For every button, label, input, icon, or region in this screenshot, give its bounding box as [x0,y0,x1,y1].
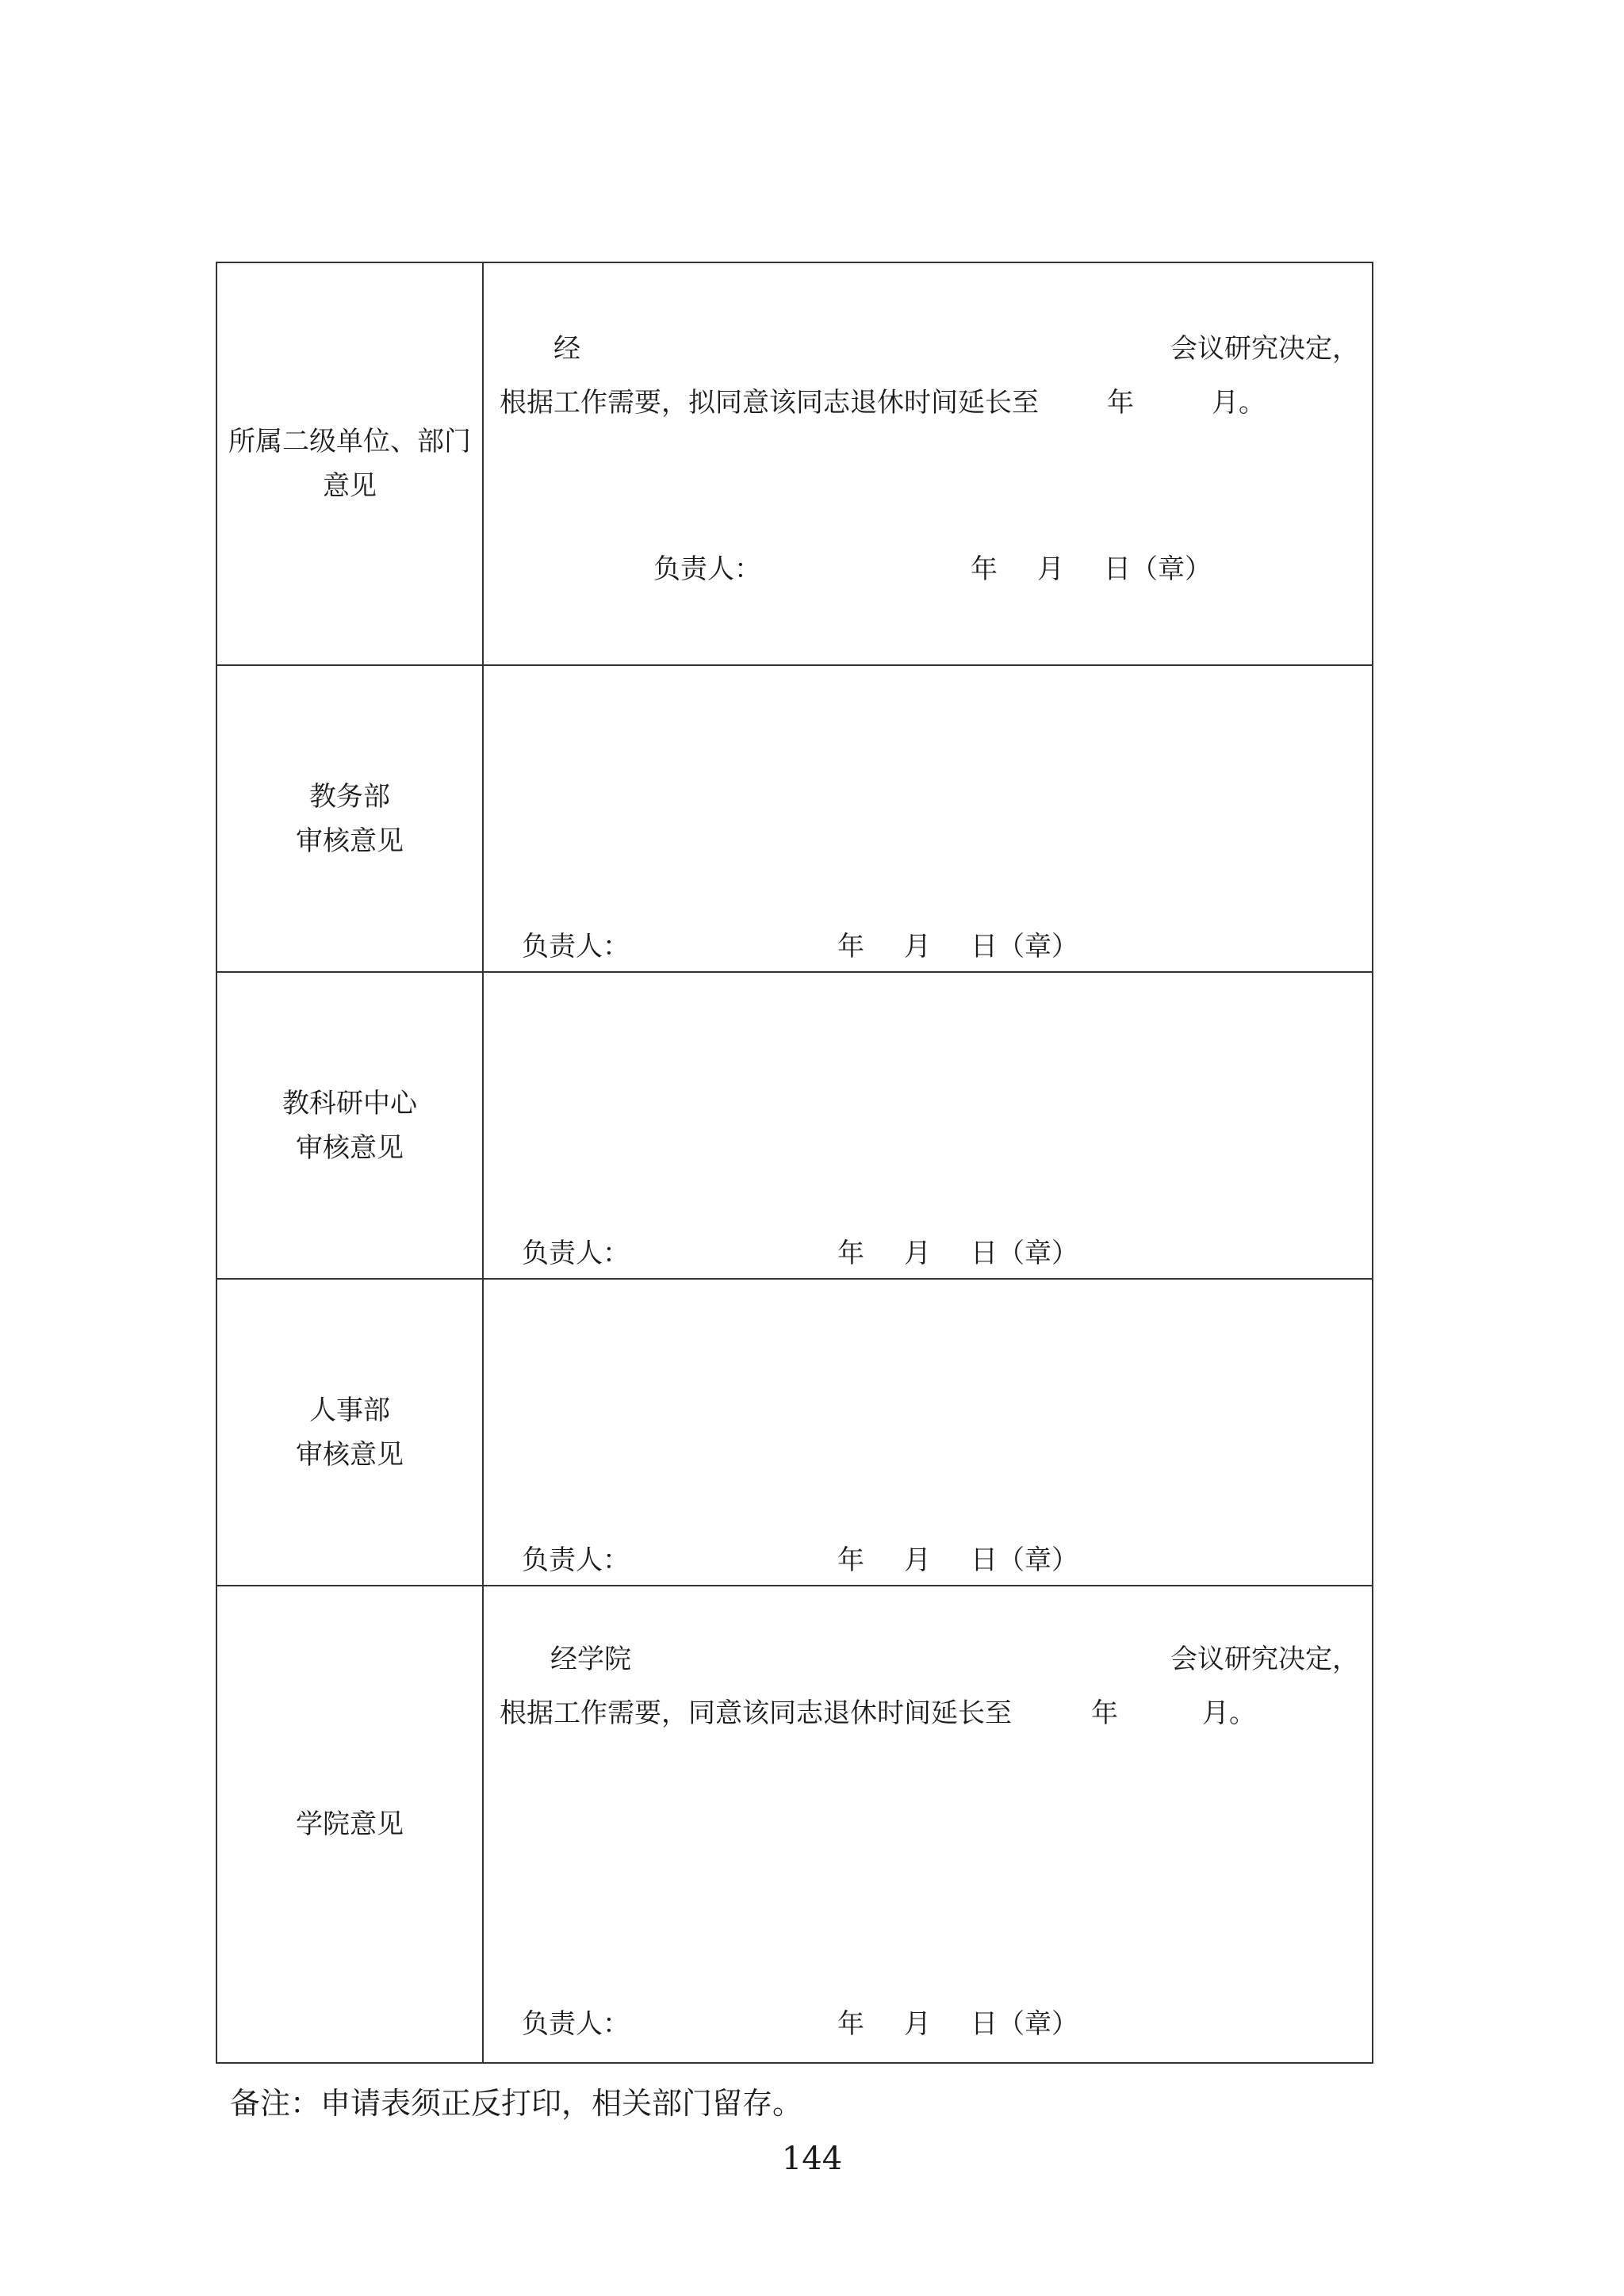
signature-year-label: 年 [837,1238,864,1269]
signature-day-seal-label: 日（章） [971,931,1078,962]
signature-month-label: 月 [904,1544,931,1576]
row-label [217,666,484,971]
form-row-academic-affairs [217,666,1372,973]
month-label: 月。 [1212,387,1266,419]
row-label-line: 审核意见 [296,1438,404,1471]
meeting-decision-text: 会议研究决定， [1170,333,1359,365]
signature-day-seal-label: 日（章） [971,1238,1078,1269]
signature-day-seal-label: 日（章） [971,2008,1078,2040]
row-label-line: 教科研中心 [282,1087,417,1119]
month-label: 月。 [1202,1697,1256,1729]
row-label [217,1280,484,1585]
meeting-decision-text: 会议研究决定， [1170,1644,1359,1675]
signature-month-label: 月 [904,1238,931,1269]
signature-year-label: 年 [971,553,998,585]
form-row-department-opinion [217,263,1372,666]
row-label [217,1586,484,2062]
form-row-personnel [217,1280,1372,1586]
opinion-field[interactable] [484,1586,1372,2062]
signature-month-label: 月 [1037,553,1064,585]
extension-statement-text: 根据工作需要，同意该同志退休时间延长至 [500,1697,1012,1729]
signature-day-seal-label: 日（章） [971,1544,1078,1576]
signature-day-seal-label: 日（章） [1104,553,1212,585]
signature-year-label: 年 [837,1544,864,1576]
signer-label: 负责人： [522,931,630,962]
opinion-field[interactable] [484,666,1372,971]
row-label [217,263,484,664]
signer-label: 负责人： [522,2008,630,2040]
row-label-line: 所属二级单位、部门 [228,426,471,457]
opinion-field[interactable] [484,973,1372,1278]
form-row-college-opinion [217,1586,1372,2062]
form-row-research-center [217,973,1372,1280]
signer-label: 负责人： [653,553,761,585]
row-label-line: 意见 [323,470,377,502]
page-number: 144 [781,2141,843,2177]
extension-statement-text: 根据工作需要，拟同意该同志退休时间延长至 [500,387,1039,419]
signer-label: 负责人： [522,1238,630,1269]
row-label-line: 教务部 [309,780,390,813]
meeting-prefix-text: 经学院 [550,1644,631,1675]
row-label-line: 审核意见 [296,825,404,857]
row-label-line: 人事部 [309,1394,390,1426]
signer-label: 负责人： [522,1544,630,1576]
row-label [217,973,484,1278]
signature-year-label: 年 [837,931,864,962]
row-label-line: 审核意见 [296,1131,404,1164]
approval-form-table [216,262,1373,2064]
signature-year-label: 年 [837,2008,864,2040]
row-label-line: 学院意见 [296,1808,404,1840]
year-label: 年 [1091,1697,1118,1729]
footnote: 备注：申请表须正反打印，相关部门留存。 [230,2086,803,2121]
meeting-prefix-text: 经 [553,333,580,365]
signature-month-label: 月 [904,2008,931,2040]
signature-month-label: 月 [904,931,931,962]
opinion-field[interactable] [484,263,1372,664]
opinion-field[interactable] [484,1280,1372,1585]
year-label: 年 [1107,387,1134,419]
